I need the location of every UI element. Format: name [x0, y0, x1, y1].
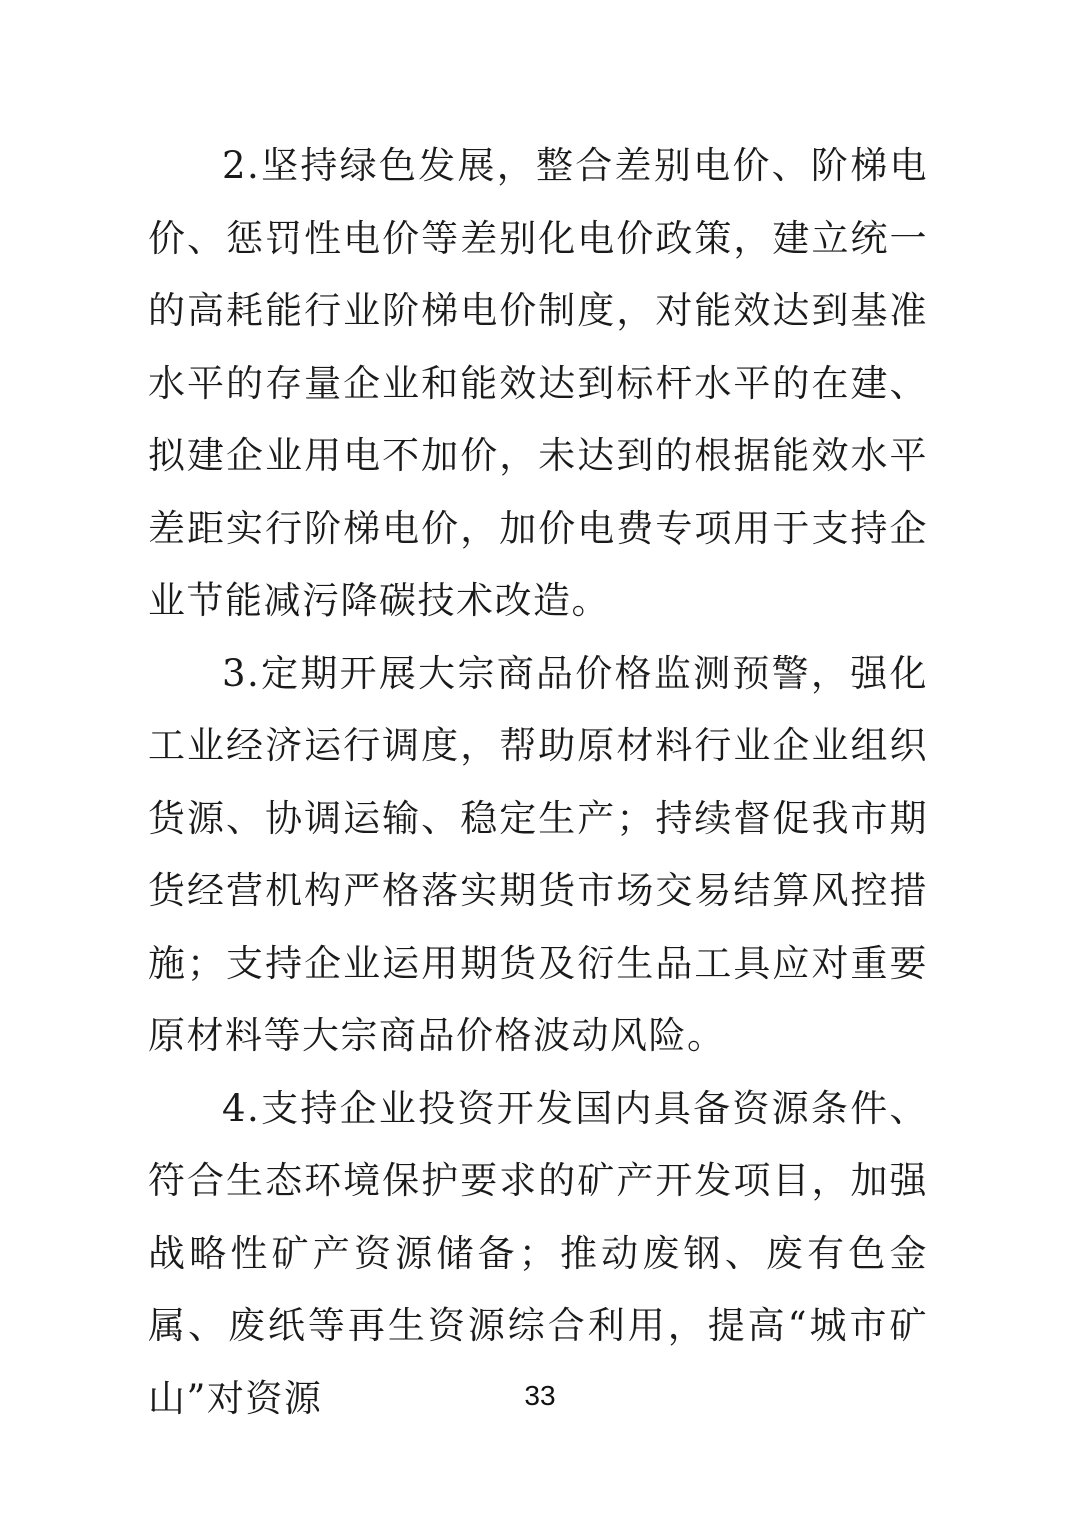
page-number: 33 [524, 1380, 556, 1411]
body-text [148, 130, 928, 1435]
paragraph-4: 4.支持企业投资开发国内具备资源条件、符合生态环境保护要求的矿产开发项目，加强战略性矿产资源储备；推动废钢、废有色金属、废纸等再生资源综合利用，提高“城市矿山”对资源 [148, 1086, 928, 1420]
paragraph-2: 2.坚持绿色发展，整合差别电价、阶梯电价、惩罚性电价等差别化电价政策，建立统一的高耗能行业阶梯电价制度，对能效达到基准水平的存量企业和能效达到标杆水平的在建、拟建企业用电不加价，未达到的根据能效水平差距实行阶梯电价，加价电费专项用于支持企业节能减污降碳技术改造。 [148, 144, 928, 622]
paragraph-3: 3.定期开展大宗商品价格监测预警，强化工业经济运行调度，帮助原材料行业企业组织货源、协调运输、稳定生产；持续督促我市期货经营机构严格落实期货市场交易结算风控措施；支持企业运用期货及衍生品工具应对重要原材料等大宗商品价格波动风险。 [148, 651, 928, 1057]
